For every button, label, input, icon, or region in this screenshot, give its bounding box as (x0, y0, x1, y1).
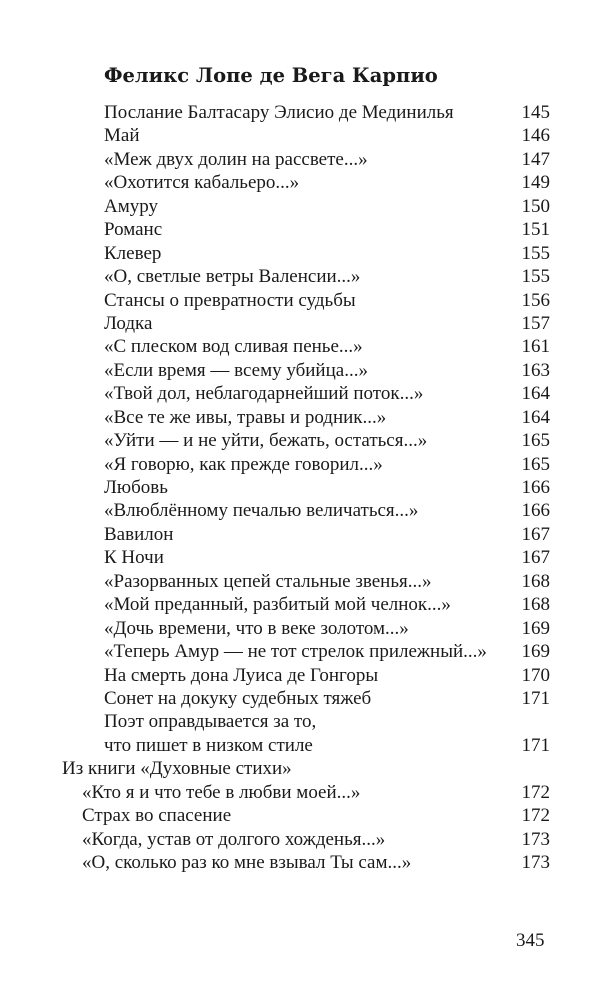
entry-page: 156 (521, 289, 550, 311)
entry-title: «О, светлые ветры Валенсии...» (104, 266, 361, 288)
toc-entry (0, 453, 616, 476)
toc-section (0, 757, 616, 780)
entry-title: что пишет в низком стиле (104, 734, 313, 756)
entry-title: «Меж двух долин на рассвете...» (104, 148, 368, 170)
entry-page: 164 (521, 383, 550, 405)
entry-title: «О, сколько раз ко мне взывал Ты сам...» (82, 852, 412, 873)
entry-title: «Все те же ивы, травы и родник...» (104, 406, 387, 428)
entry-page: 147 (521, 148, 550, 170)
entry-title: «Когда, устав от долгого хожденья...» (82, 828, 386, 850)
entry-title: «Если время — всему убийца...» (104, 359, 368, 381)
toc-entry (0, 499, 616, 522)
entry-page: 155 (521, 242, 550, 264)
entry-page: 151 (521, 219, 550, 241)
toc-entry (0, 734, 616, 757)
entry-page: 157 (521, 312, 550, 334)
toc-entry (0, 265, 616, 288)
toc-entry (0, 429, 616, 452)
toc-entry (0, 640, 616, 663)
entry-title: Амуру (104, 195, 158, 217)
toc-entry (0, 546, 616, 569)
entry-page: 146 (521, 125, 550, 147)
entry-page: 167 (521, 547, 550, 569)
entry-page: 150 (521, 195, 550, 217)
entry-title: Послание Балтасару Элисио де Мединилья (104, 102, 454, 123)
entry-page: 155 (521, 266, 550, 288)
toc-entry (0, 171, 616, 194)
toc-entry (0, 312, 616, 335)
entry-page: 149 (521, 172, 550, 194)
entry-title: Сонет на докуку судебных тяжеб (104, 687, 372, 709)
entry-page: 166 (521, 500, 550, 522)
entry-page: 167 (521, 523, 550, 545)
entry-title: «Дочь времени, что в веке золотом...» (104, 617, 409, 639)
entry-page: 169 (521, 617, 550, 639)
entry-page: 165 (521, 453, 550, 475)
toc-entry (0, 593, 616, 616)
toc-entry (0, 523, 616, 546)
entry-title: Любовь (104, 477, 168, 498)
entry-title: Стансы о превратности судьбы (104, 289, 356, 311)
entry-page: 172 (521, 805, 550, 827)
section-heading: Феликс Лопе де Вега Карпио (104, 64, 438, 87)
entry-title: Страх во спасение (82, 805, 232, 827)
entry-page: 169 (521, 641, 550, 663)
entry-title: «С плеском вод сливая пенье...» (104, 336, 363, 358)
toc-entry (0, 710, 616, 733)
entry-title: «Я говорю, как прежде говорил...» (104, 453, 383, 475)
toc-entry (0, 359, 616, 382)
toc-entry (0, 851, 616, 874)
entry-page: 170 (521, 664, 550, 686)
entry-title: Клевер (104, 242, 162, 264)
entry-page: 161 (521, 336, 550, 358)
toc-entry (0, 406, 616, 429)
entry-page: 173 (521, 852, 550, 873)
toc-entry (0, 804, 616, 827)
entry-page: 164 (521, 406, 550, 428)
entry-title: «Теперь Амур — не тот стрелок прилежный...» (104, 641, 487, 663)
toc-entry (0, 289, 616, 312)
entry-title: Лодка (104, 312, 153, 334)
entry-title: «Мой преданный, разбитый мой челнок...» (104, 594, 451, 616)
entry-title: Романс (104, 219, 163, 241)
toc-entry (0, 687, 616, 710)
entry-page: 173 (521, 828, 550, 850)
entry-title: «Разорванных цепей стальные звенья...» (104, 570, 432, 592)
toc-entry (0, 382, 616, 405)
entry-page: 168 (521, 570, 550, 592)
entry-title: «Уйти — и не уйти, бежать, остаться...» (104, 430, 428, 452)
toc-entry (0, 101, 616, 124)
entry-title: «Твой дол, неблагодарнейший поток...» (104, 383, 424, 405)
toc-entry (0, 476, 616, 499)
toc-entry (0, 664, 616, 687)
entry-title: «Влюблённому печалью величаться...» (104, 500, 419, 522)
toc-entry (0, 781, 616, 804)
entry-title: Вавилон (104, 523, 174, 545)
entry-page: 165 (521, 430, 550, 452)
entry-title: Поэт оправдывается за то, (104, 711, 317, 733)
entry-page: 171 (521, 734, 550, 756)
toc-entry (0, 335, 616, 358)
table-of-contents (0, 101, 616, 874)
entry-page: 172 (521, 781, 550, 803)
toc-entry (0, 124, 616, 147)
toc-entry (0, 195, 616, 218)
entry-page: 171 (521, 687, 550, 709)
toc-entry (0, 617, 616, 640)
entry-title: На смерть дона Луиса де Гонгоры (104, 664, 379, 686)
toc-entry (0, 218, 616, 241)
entry-title: «Охотится кабальеро...» (104, 172, 300, 194)
toc-entry (0, 148, 616, 171)
entry-page: 166 (521, 477, 550, 498)
entry-title: «Кто я и что тебе в любви моей...» (82, 781, 361, 803)
entry-title: К Ночи (104, 547, 164, 569)
toc-entry (0, 242, 616, 265)
entry-title: Май (104, 125, 140, 147)
entry-page: 168 (521, 594, 550, 616)
entry-page: 163 (521, 359, 550, 381)
toc-entry (0, 828, 616, 851)
toc-entry (0, 570, 616, 593)
page-number: 345 (516, 930, 545, 951)
section-title: Из книги «Духовные стихи» (62, 758, 292, 780)
entry-page: 145 (521, 102, 550, 123)
